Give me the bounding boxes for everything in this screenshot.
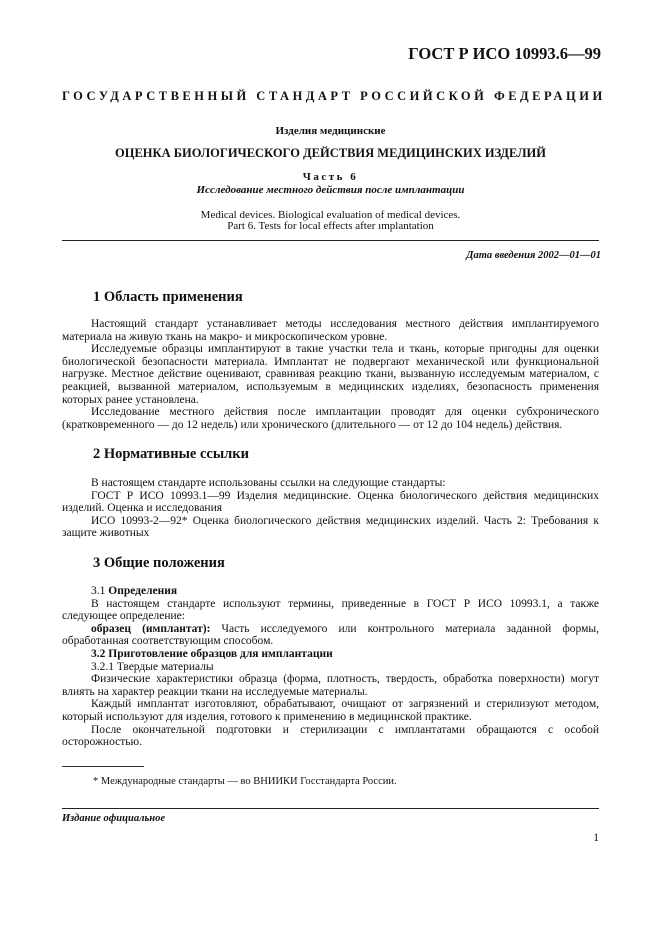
- part-label: Часть 6: [302, 171, 359, 183]
- official-edition-label: Издание официальное: [62, 813, 166, 824]
- section-2-reference-2: ИСО 10993-2—92* Оценка биологического действия медицинских изделий. Часть 2: Требования к защите животных: [62, 514, 599, 540]
- definition-term: образец (имплантат):: [91, 622, 211, 635]
- subsection-3-2-heading: 3.2 Приготовление образцов для имплантации: [91, 647, 333, 660]
- introduction-date: Дата введения 2002—01—01: [466, 250, 601, 261]
- english-title-line-1: Medical devices. Biological evaluation of medical devices.: [200, 209, 461, 221]
- definition-text: Часть исследуемого или контрольного материала заданной формы, обработанная соответствующим способом.: [62, 622, 600, 648]
- section-2-reference-1: ГОСТ Р ИСО 10993.1—99 Изделия медицинские. Оценка биологического действия медицинских изделий. Оценка и исследования: [62, 489, 599, 515]
- page-number: 1: [593, 832, 599, 844]
- english-title: [62, 210, 599, 232]
- section-3-paragraph-1: В настоящем стандарте используют термины, приведенные в ГОСТ Р ИСО 10993.1, а также следующее определение:: [62, 597, 599, 623]
- subsection-3-1-title: Определения: [108, 585, 178, 597]
- subsection-3-1-heading: [62, 585, 599, 598]
- document-code: ГОСТ Р ИСО 10993.6—99: [408, 44, 601, 63]
- section-1-body: [62, 318, 599, 431]
- part-title: Исследование местного действия после имплантации: [196, 184, 465, 196]
- section-2-paragraph-1: В настоящем стандарте использованы ссылки на следующие стандарты:: [91, 477, 446, 489]
- footnote: * Международные стандарты — во ВНИИКИ Госстандарта России.: [93, 776, 397, 787]
- section-2-heading: 2 Нормативные ссылки: [93, 446, 249, 462]
- section-3-paragraph-4: После окончательной подготовки и стерилизации с имплантатами обращаются с особой осторожностью.: [62, 723, 599, 749]
- section-3-heading: 3 Общие положения: [93, 555, 225, 571]
- header-divider: [62, 240, 599, 241]
- english-title-line-2: Part 6. Tests for local effects after ımplantation: [227, 220, 434, 232]
- section-3-body: [62, 585, 599, 749]
- definition-paragraph: [62, 623, 599, 648]
- document-subtitle: Изделия медицинские: [275, 125, 386, 137]
- section-3-paragraph-3: Каждый имплантат изготовляют, обрабатывают, очищают от загрязнений и стерилизуют методом, который используют для изделия, готового к применению в медицинской практике.: [62, 698, 599, 723]
- section-2-body: [62, 477, 599, 540]
- section-1-heading: 1 Область применения: [93, 289, 243, 305]
- section-1-paragraph-1: Настоящий стандарт устанавливает методы исследования местного действия имплантируемого материала на живую ткань на макро- и микроскопическом уровне.: [62, 318, 599, 343]
- footnote-divider: [62, 766, 144, 767]
- footer-divider: [62, 808, 599, 809]
- document-title: ОЦЕНКА БИОЛОГИЧЕСКОГО ДЕЙСТВИЯ МЕДИЦИНСКИХ ИЗДЕЛИЙ: [115, 146, 546, 160]
- subsection-3-2-1-heading: 3.2.1 Твердые материалы: [91, 660, 214, 673]
- section-1-paragraph-3: Исследование местного действия после имплантации проводят для оценки субхронического (кратковременного — до 12 недель) или хронического (длительного — от 12 до 104 недель) действия.: [62, 406, 599, 431]
- section-3-paragraph-2: Физические характеристики образца (форма, плотность, твердость, обработка поверхности) могут влиять на характер реакции ткани на исследуемые материалы.: [62, 673, 599, 698]
- section-1-paragraph-2: Исследуемые образцы имплантируют в такие участки тела и ткань, которые пригодны для оценки биологической безопасности материала. Имплантат не подвергают механической или функциональной нагрузке. Местное действие оценивают, сравнивая реакцию ткани, вызванную исследуемым материалом, с реакцией, вызванной материалом, используемым в медицинских изделиях, безопасность применения которых ранее установлена.: [62, 343, 599, 406]
- subsection-3-1-number: 3.1: [91, 585, 106, 597]
- state-standard-banner: ГОСУДАРСТВЕННЫЙ СТАНДАРТ РОССИЙСКОЙ ФЕДЕРАЦИИ: [62, 89, 606, 103]
